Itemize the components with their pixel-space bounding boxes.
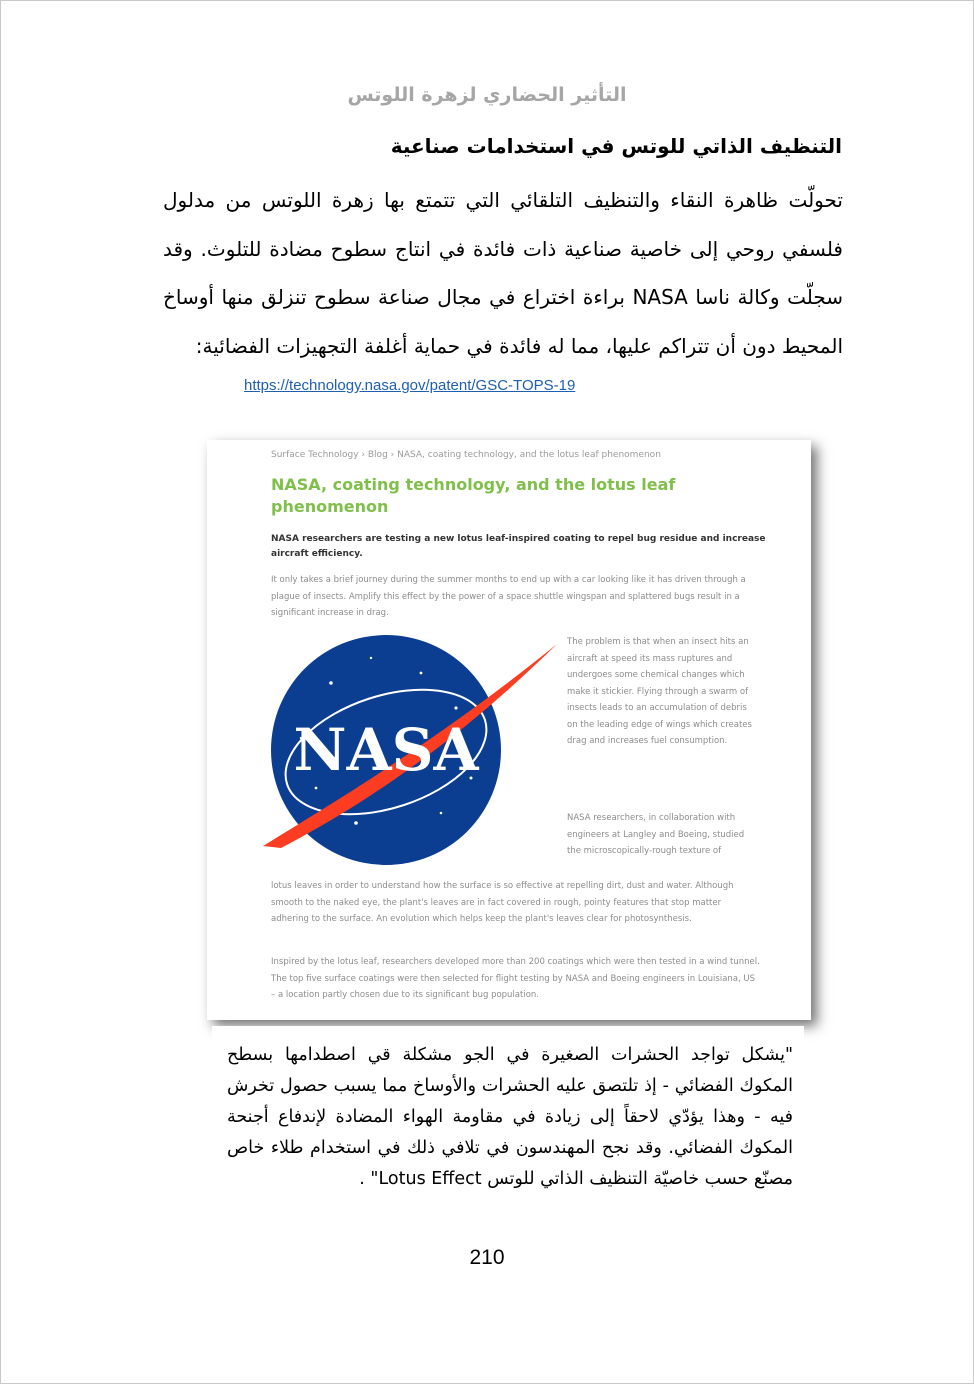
- embedded-article-screenshot: [207, 440, 811, 1020]
- article-lead: NASA researchers are testing a new lotus leaf-inspired coating to repel bug residue and increase aircraft efficiency.: [271, 534, 766, 559]
- section-title: التنظيف الذاتي للوتس في استخدامات صناعية: [390, 134, 842, 158]
- nasa-logo-text: NASA: [293, 716, 479, 784]
- article-body-1: lotus leaves in order to understand how the surface is so effective at repelling dirt, dust and water. Although smooth to the naked eye, the plant's leaves are in fact covered in rough, pointy features that stop matter adhering to the surface. An evolution which helps keep the plant's leaves clear for photosynthesis.: [271, 881, 734, 924]
- page-number: 210: [469, 1246, 505, 1269]
- body-paragraph: تحولّت ظاهرة النقاء والتنظيف التلقائي التي تتمتع بها زهرة اللوتس من مدلول فلسفي روحي إلى خاصية صناعية ذات فائدة في انتاج سطوح مضادة للتلوث. وقد سجلّت وكالة ناسا NASA براءة اختراع في مجال صناعة سطوح تنزلق منها أوساخ المحيط دون أن تتراكم عليها، مما له فائدة في حماية أغلفة التجهيزات الفضائية:: [163, 188, 843, 358]
- article-side-text-2: NASA researchers, in collaboration with engineers at Langley and Boeing, studied the microscopically-rough texture of: [567, 813, 745, 856]
- quote-box: [212, 1026, 804, 1236]
- running-header: التأثير الحضاري لزهرة اللوتس: [347, 84, 627, 106]
- article-body-2: Inspired by the lotus leaf, researchers developed more than 200 coatings which were then tested in a wind tunnel. The top five surface coatings were then selected for flight testing by NASA and Boeing engineers in Louisiana, US – a location partly chosen due to its significant bug population.: [271, 957, 760, 1000]
- article-title: NASA, coating technology, and the lotus leaf phenomenon: [271, 475, 676, 516]
- article-breadcrumb: Surface Technology › Blog › NASA, coating technology, and the lotus leaf phenomenon: [271, 450, 661, 460]
- quote-text: "يشكل تواجد الحشرات الصغيرة في الجو مشكلة قي اصطدامها بسطح المكوك الفضائي - إذ تلتصق عليه الحشرات والأوساخ مما يسبب حصول تخرش فيه - وهذا يؤدّي لاحقاً إلى زيادة في مقاومة الهواء المضادة لإندفاع أجنحة المكوك الفضائي. وقد نجح المهندسون في تلافي ذلك في استخدام طلاء خاص مصنّع حسب خاصيّة التنظيف الذاتي للوتس Lotus Effect" .: [227, 1045, 793, 1189]
- article-side-text: The problem is that when an insect hits an aircraft at speed its mass ruptures and undergoes some chemical changes which make it stickier. Flying through a swarm of insects leads to an accumulation of debris on the leading edge of wings which creates drag and increases fuel consumption.: [567, 637, 752, 746]
- nasa-patent-link[interactable]: https://technology.nasa.gov/patent/GSC-TOPS-19: [244, 377, 576, 394]
- nasa-logo: [261, 628, 561, 868]
- article-intro: It only takes a brief journey during the summer months to end up with a car looking like it has driven through a plague of insects. Amplify this effect by the power of a space shuttle wingspan and splattered bugs result in a significant increase in drag.: [271, 575, 746, 618]
